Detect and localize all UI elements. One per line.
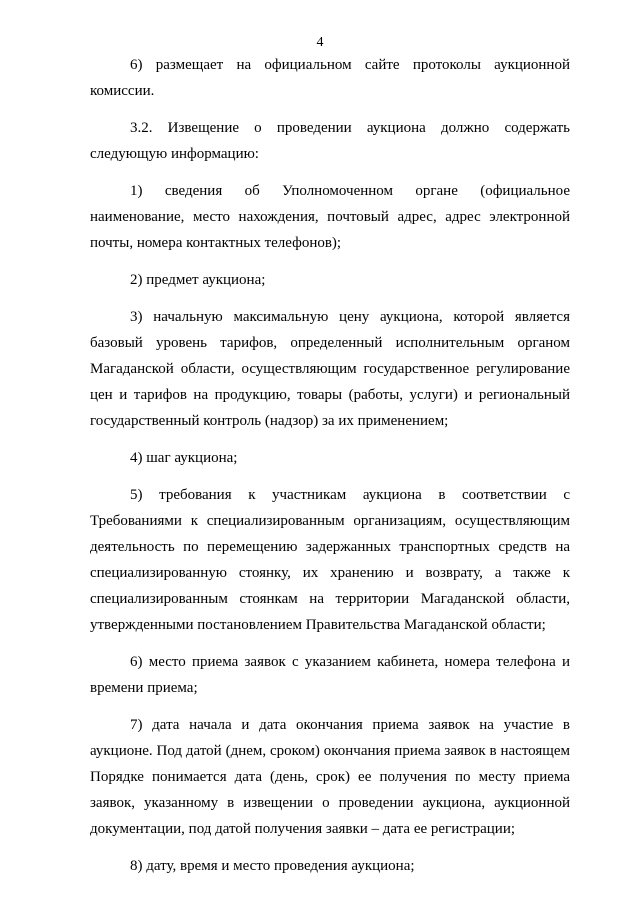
paragraph-item-2-auction-subject: 2) предмет аукциона; <box>130 272 266 288</box>
paragraph-item-6-publishes-protocols: 6) размещает на официальном сайте протоколы аукционной комиссии. <box>90 57 570 99</box>
paragraph-item-1-authority-info: 1) сведения об Уполномоченном органе (официальное наименование, место нахождения, почтовый адрес, адрес электронной почты, номера контактных телефонов); <box>90 183 570 251</box>
paragraph-3-2-notice-requirements: 3.2. Извещение о проведении аукциона должно содержать следующую информацию: <box>90 120 570 162</box>
paragraph-item-8-auction-date-place: 8) дату, время и место проведения аукциона; <box>130 858 415 874</box>
page-number: 4 <box>316 35 324 50</box>
paragraph-item-4-auction-step: 4) шаг аукциона; <box>130 450 238 466</box>
document-body <box>90 52 570 879</box>
paragraph-item-6-application-place: 6) место приема заявок с указанием кабинета, номера телефона и времени приема; <box>90 654 570 696</box>
paragraph-item-7-application-dates: 7) дата начала и дата окончания приема заявок на участие в аукционе. Под датой (днем, сроком) окончания приема заявок в настоящем Порядке понимается дата (день, срок) ее получения по месту приема заявок, указанному в извещении о проведении аукциона, аукционной документации, под датой получения заявки – дата ее регистрации; <box>90 717 570 837</box>
paragraph-item-3-starting-price: 3) начальную максимальную цену аукциона, которой является базовый уровень тарифов, определенный исполнительным органом Магаданской области, осуществляющим государственное регулирование цен и тарифов на продукцию, товары (работы, услуги) и региональный государственный контроль (надзор) за их применением; <box>90 309 570 429</box>
paragraph-item-5-participant-requirements: 5) требования к участникам аукциона в соответствии с Требованиями к специализированным организациям, осуществляющим деятельность по перемещению задержанных транспортных средств на специализированную стоянку, их хранению и возврату, а также к специализированным стоянкам на территории Магаданской области, утвержденными постановлением Правительства Магаданской области; <box>90 487 570 633</box>
